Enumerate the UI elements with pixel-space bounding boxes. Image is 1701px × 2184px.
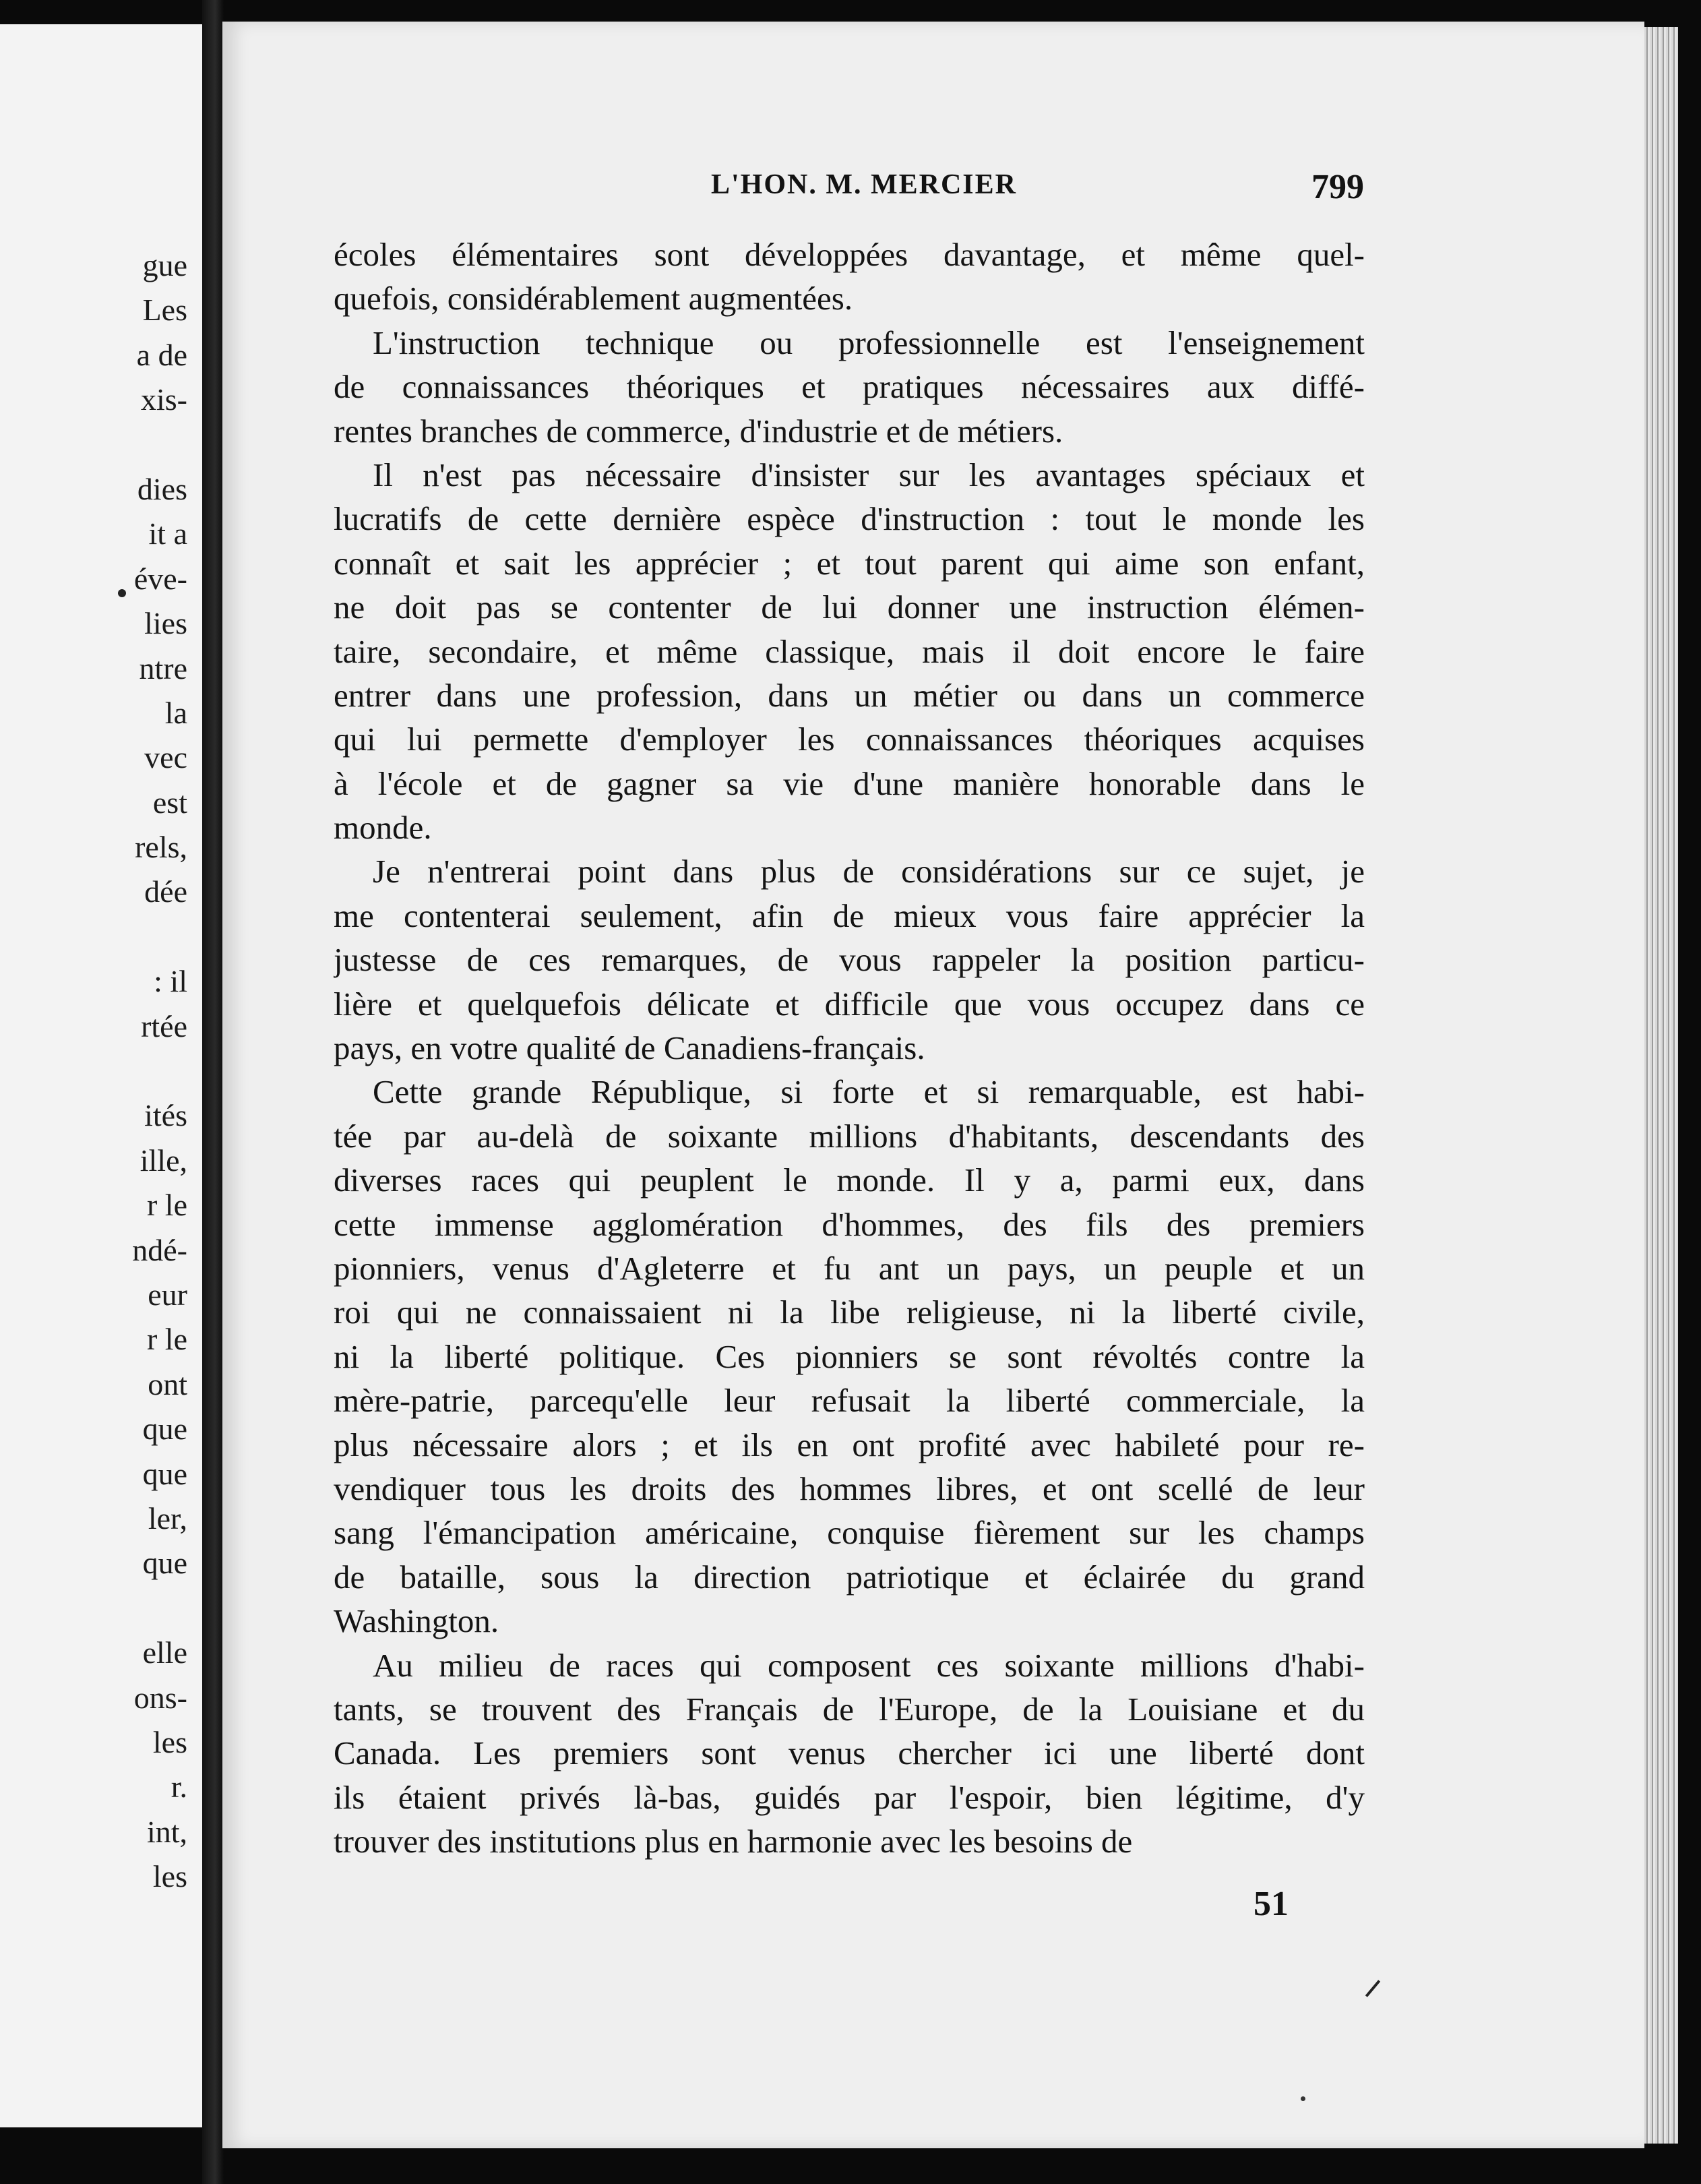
facing-page-fragment: ont: [148, 1366, 187, 1401]
text-line: Au milieu de races qui composent ces soixante millions d'habi-: [373, 1646, 1365, 1684]
text-line: vendiquer tous les droits des hommes libres, et ont scellé de leur: [334, 1469, 1365, 1507]
text-line: pays, en votre qualité de Canadiens-français.: [334, 1029, 925, 1067]
facing-page-fragment: gue: [142, 248, 187, 282]
facing-page-fragment: les: [152, 1859, 187, 1894]
text-line: lière et quelquefois délicate et difficile que vous occupez dans ce: [334, 985, 1365, 1023]
facing-page-fragment: que: [142, 1456, 187, 1491]
facing-page-fragment: est: [152, 785, 187, 820]
text-line: taire, secondaire, et même classique, mais il doit encore le faire: [334, 632, 1365, 670]
facing-page-fragment: r.: [171, 1769, 187, 1804]
book-gutter: [202, 0, 224, 2184]
text-line: qui lui permette d'employer les connaissances théoriques acquises: [334, 721, 1365, 758]
facing-page-fragment: rels,: [135, 830, 187, 865]
facing-page-fragment: que: [142, 1412, 187, 1447]
text-line: pionniers, venus d'Agleterre et fu ant un pays, un peuple et un: [334, 1249, 1365, 1287]
text-line: quefois, considérablement augmentées.: [334, 280, 853, 317]
text-line: Washington.: [334, 1602, 499, 1640]
facing-page-fragment: éve-: [133, 561, 187, 596]
paragraph: [334, 1070, 1365, 1643]
text-line: monde.: [334, 809, 432, 847]
text-line: Canada. Les premiers sont venus chercher ici une liberté dont: [334, 1734, 1365, 1772]
facing-page-fragment: xis-: [141, 382, 187, 417]
text-line: lucratifs de cette dernière espèce d'instruction : tout le monde les: [334, 500, 1365, 538]
facing-page-fragment: vec: [144, 740, 187, 775]
facing-page-fragment: [132, 423, 187, 467]
text-line: entrer dans une profession, dans un métier ou dans un commerce: [334, 676, 1365, 714]
facing-page-fragment: ler,: [148, 1500, 187, 1536]
facing-page-fragment: dée: [144, 874, 187, 909]
facing-page-fragment: [132, 1049, 187, 1093]
facing-page-fragment: Les: [142, 293, 187, 328]
text-line: trouver des institutions plus en harmonie avec les besoins de: [334, 1823, 1133, 1860]
text-line: mère-patrie, parcequ'elle leur refusait la liberté commerciale, la: [334, 1382, 1365, 1420]
facing-page-fragment: r le: [146, 1322, 187, 1357]
page-number: 799: [1311, 168, 1364, 206]
text-line: de bataille, sous la direction patriotique et éclairée du grand: [334, 1558, 1365, 1596]
page-edges: [1644, 27, 1678, 2144]
text-line: écoles élémentaires sont développées davantage, et même quel-: [334, 236, 1365, 273]
ink-spot: [118, 589, 126, 597]
facing-page-line-fragments: [132, 243, 187, 1899]
facing-page-fragment: ille,: [140, 1143, 187, 1178]
facing-page-fragment: [132, 1586, 187, 1631]
signature-mark: 51: [1254, 1885, 1289, 1923]
text-line: Cette grande République, si forte et si remarquable, est habi-: [373, 1073, 1365, 1111]
text-line: ni la liberté politique. Ces pionniers se sont révoltés contre la: [334, 1337, 1365, 1375]
paragraph: [334, 233, 1365, 321]
facing-page-fragment: ités: [144, 1098, 187, 1133]
facing-page-fragment: ons-: [133, 1680, 187, 1715]
text-line: plus nécessaire alors ; et ils en ont profité avec habileté pour re-: [334, 1426, 1365, 1463]
paragraph: [334, 321, 1365, 453]
facing-page-left: [0, 24, 204, 2127]
text-line: ils étaient privés là-bas, guidés par l'espoir, bien légitime, d'y: [334, 1778, 1365, 1816]
facing-page-fragment: ntre: [139, 650, 187, 686]
facing-page-fragment: elle: [142, 1635, 187, 1670]
text-line: diverses races qui peuplent le monde. Il y a, parmi eux, dans: [334, 1161, 1365, 1199]
text-line: connaît et sait les apprécier ; et tout parent qui aime son enfant,: [334, 544, 1365, 582]
text-line: cette immense agglomération d'hommes, des fils des premiers: [334, 1205, 1365, 1243]
text-line: L'instruction technique ou professionnelle est l'enseignement: [373, 324, 1365, 361]
text-line: tée par au-delà de soixante millions d'habitants, descendants des: [334, 1117, 1365, 1155]
text-line: Il n'est pas nécessaire d'insister sur les avantages spéciaux et: [373, 456, 1365, 493]
text-line: Je n'entrerai point dans plus de considérations sur ce sujet, je: [373, 853, 1365, 890]
text-line: ne doit pas se contenter de lui donner une instruction élémen-: [334, 588, 1365, 626]
text-line: me contenterai seulement, afin de mieux vous faire apprécier la: [334, 897, 1365, 934]
facing-page-fragment: a de: [136, 337, 187, 372]
facing-page-fragment: it a: [148, 516, 187, 551]
facing-page-fragment: ndé-: [132, 1232, 187, 1267]
facing-page-fragment: dies: [137, 471, 187, 506]
text-line: rentes branches de commerce, d'industrie et de métiers.: [334, 412, 1063, 450]
facing-page-fragment: [132, 915, 187, 959]
paragraph: [334, 453, 1365, 850]
facing-page-fragment: int,: [146, 1814, 187, 1849]
text-line: à l'école et de gagner sa vie d'une manière honorable dans le: [334, 764, 1365, 802]
running-head: L'HON. M. MERCIER: [711, 169, 1017, 200]
text-line: tants, se trouvent des Français de l'Europe, de la Louisiane et du: [334, 1690, 1365, 1728]
facing-page-fragment: les: [152, 1724, 187, 1759]
facing-page-fragment: que: [142, 1546, 187, 1581]
facing-page-fragment: lies: [144, 606, 187, 641]
facing-page-fragment: la: [164, 695, 187, 730]
stray-ink-dot: [1301, 2096, 1305, 2101]
text-line: sang l'émancipation américaine, conquise fièrement sur les champs: [334, 1514, 1365, 1552]
text-line: de connaissances théoriques et pratiques nécessaires aux diffé-: [334, 368, 1365, 406]
text-line: justesse de ces remarques, de vous rappeler la position particu-: [334, 941, 1365, 979]
text-line: roi qui ne connaissaient ni la libe religieuse, ni la liberté civile,: [334, 1294, 1365, 1331]
paragraph: [334, 1643, 1365, 1864]
facing-page-fragment: rtée: [141, 1008, 187, 1043]
facing-page-fragment: r le: [146, 1188, 187, 1223]
body-text: [334, 233, 1365, 1863]
facing-page-fragment: : il: [154, 964, 187, 999]
paragraph: [334, 849, 1365, 1070]
facing-page-fragment: eur: [148, 1277, 187, 1312]
